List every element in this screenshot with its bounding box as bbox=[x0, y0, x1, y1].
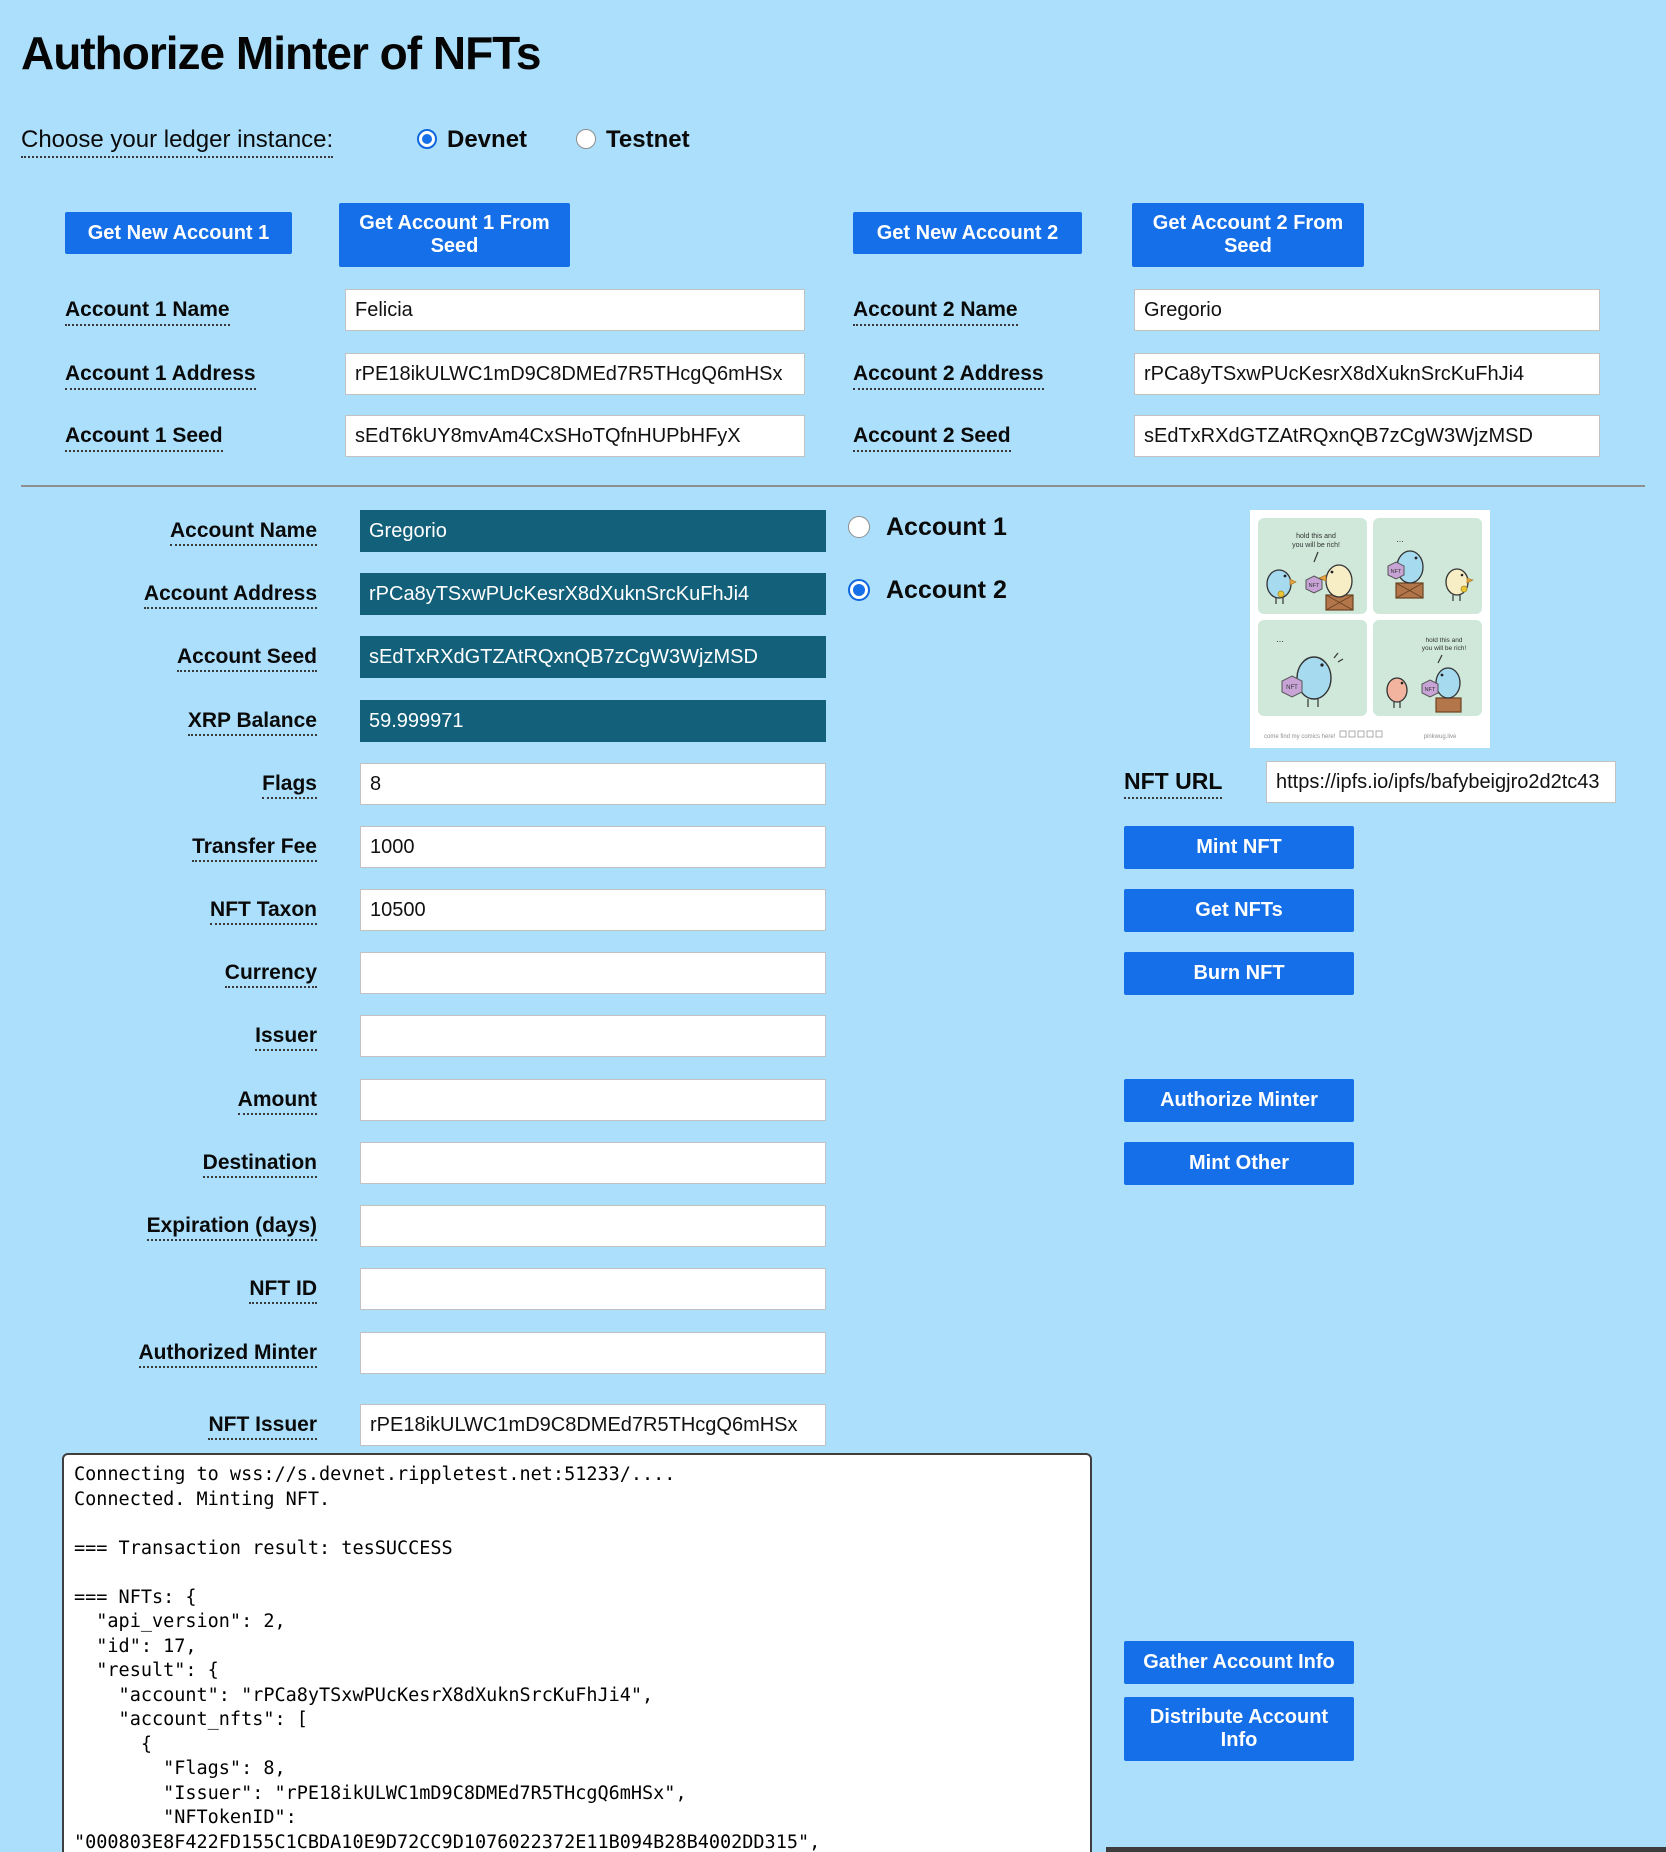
nft-url-input[interactable] bbox=[1266, 761, 1616, 803]
currency-label: Currency bbox=[225, 961, 317, 988]
form-row-account-address bbox=[0, 573, 830, 615]
comic-nft-label-4: NFT bbox=[1424, 687, 1436, 693]
bottom-cutoff-element bbox=[1106, 1847, 1666, 1852]
nft-id-label: NFT ID bbox=[249, 1277, 317, 1304]
issuer-field[interactable] bbox=[360, 1015, 826, 1057]
nft-id-field[interactable] bbox=[360, 1268, 826, 1310]
nft-taxon-label: NFT Taxon bbox=[210, 898, 317, 925]
comic-speech2-line2: you will be rich! bbox=[1421, 645, 1467, 652]
form-row-nft-id bbox=[0, 1268, 830, 1310]
flags-label: Flags bbox=[262, 772, 317, 799]
account-2-address-input[interactable] bbox=[1134, 353, 1600, 395]
authorized-minter-field[interactable] bbox=[360, 1332, 826, 1374]
flags-field[interactable] bbox=[360, 763, 826, 805]
testnet-radio-label[interactable]: Testnet bbox=[606, 126, 690, 153]
account-2-radio[interactable] bbox=[848, 579, 870, 601]
amount-field[interactable] bbox=[360, 1079, 826, 1121]
mint-nft-button[interactable]: Mint NFT bbox=[1124, 826, 1354, 869]
account-2-address-label: Account 2 Address bbox=[853, 362, 1044, 390]
form-row-flags bbox=[0, 763, 830, 805]
account-seed-field[interactable] bbox=[360, 636, 826, 678]
form-row-authorized-minter bbox=[0, 1332, 830, 1374]
nft-url-label: NFT URL bbox=[1124, 768, 1222, 799]
mint-other-button[interactable]: Mint Other bbox=[1124, 1142, 1354, 1185]
account-1-name-input[interactable] bbox=[345, 289, 805, 331]
account-2-name-label: Account 2 Name bbox=[853, 298, 1018, 326]
account-1-name-label: Account 1 Name bbox=[65, 298, 230, 326]
devnet-radio[interactable] bbox=[417, 129, 437, 149]
issuer-label: Issuer bbox=[255, 1024, 317, 1051]
account-1-address-input[interactable] bbox=[345, 353, 805, 395]
comic-nft-label-2: NFT bbox=[1390, 569, 1402, 575]
account-2-seed-input[interactable] bbox=[1134, 415, 1600, 457]
form-row-account-name bbox=[0, 510, 830, 552]
account-1-radio-label[interactable]: Account 1 bbox=[886, 513, 1007, 541]
account-2-seed-label: Account 2 Seed bbox=[853, 424, 1011, 452]
form-row-expiration bbox=[0, 1205, 830, 1247]
get-nfts-button[interactable]: Get NFTs bbox=[1124, 889, 1354, 932]
form-row-amount bbox=[0, 1079, 830, 1121]
get-account-2-from-seed-button[interactable]: Get Account 2 From Seed bbox=[1132, 203, 1364, 267]
get-new-account-1-button[interactable]: Get New Account 1 bbox=[65, 212, 292, 254]
page-title: Authorize Minter of NFTs bbox=[21, 27, 541, 79]
get-new-account-2-button[interactable]: Get New Account 2 bbox=[853, 212, 1082, 254]
account-1-radio[interactable] bbox=[848, 516, 870, 538]
account-seed-label: Account Seed bbox=[177, 645, 317, 672]
comic-dots-2: ... bbox=[1276, 634, 1284, 644]
destination-label: Destination bbox=[203, 1151, 317, 1178]
nft-taxon-field[interactable] bbox=[360, 889, 826, 931]
form-row-nft-taxon bbox=[0, 889, 830, 931]
comic-speech2-line1: hold this and bbox=[1425, 637, 1463, 644]
destination-field[interactable] bbox=[360, 1142, 826, 1184]
form-row-nft-issuer bbox=[0, 1404, 830, 1446]
account-address-label: Account Address bbox=[144, 582, 317, 609]
account-1-seed-input[interactable] bbox=[345, 415, 805, 457]
authorized-minter-label: Authorized Minter bbox=[139, 1341, 318, 1368]
get-account-1-from-seed-button[interactable]: Get Account 1 From Seed bbox=[339, 203, 570, 267]
form-row-destination bbox=[0, 1142, 830, 1184]
xrp-balance-field[interactable] bbox=[360, 700, 826, 742]
amount-label: Amount bbox=[238, 1088, 317, 1115]
nft-issuer-label: NFT Issuer bbox=[208, 1413, 317, 1440]
comic-nft-label-1: NFT bbox=[1308, 583, 1320, 589]
currency-field[interactable] bbox=[360, 952, 826, 994]
account-name-field[interactable] bbox=[360, 510, 826, 552]
form-row-currency bbox=[0, 952, 830, 994]
xrp-balance-label: XRP Balance bbox=[188, 709, 317, 736]
section-divider bbox=[21, 485, 1645, 487]
form-row-xrp-balance bbox=[0, 700, 830, 742]
account-2-radio-label[interactable]: Account 2 bbox=[886, 576, 1007, 604]
comic-speech-line2: you will be rich! bbox=[1292, 542, 1340, 549]
account-1-address-label: Account 1 Address bbox=[65, 362, 256, 390]
distribute-account-info-button[interactable]: Distribute Account Info bbox=[1124, 1697, 1354, 1761]
ledger-instance-label: Choose your ledger instance: bbox=[21, 126, 333, 158]
comic-nft-label-3: NFT bbox=[1286, 685, 1298, 691]
nft-issuer-field[interactable] bbox=[360, 1404, 826, 1446]
account-name-label: Account Name bbox=[170, 519, 317, 546]
comic-caption-left: come find my comics here! bbox=[1264, 734, 1336, 740]
authorize-minter-button[interactable]: Authorize Minter bbox=[1124, 1079, 1354, 1122]
comic-dots-1: ... bbox=[1396, 534, 1404, 544]
account-address-field[interactable] bbox=[360, 573, 826, 615]
results-log[interactable] bbox=[62, 1453, 1092, 1852]
expiration-field[interactable] bbox=[360, 1205, 826, 1247]
expiration-label: Expiration (days) bbox=[147, 1214, 317, 1241]
transfer-fee-label: Transfer Fee bbox=[192, 835, 317, 862]
devnet-radio-label[interactable]: Devnet bbox=[447, 126, 528, 153]
nft-comic-image bbox=[1250, 510, 1490, 748]
gather-account-info-button[interactable]: Gather Account Info bbox=[1124, 1641, 1354, 1684]
form-row-account-seed bbox=[0, 636, 830, 678]
account-1-seed-label: Account 1 Seed bbox=[65, 424, 223, 452]
comic-caption-right: pinkwug.live bbox=[1423, 734, 1457, 740]
testnet-radio[interactable] bbox=[576, 129, 596, 149]
comic-speech-line1: hold this and bbox=[1296, 533, 1336, 540]
account-2-name-input[interactable] bbox=[1134, 289, 1600, 331]
form-row-transfer-fee bbox=[0, 826, 830, 868]
transfer-fee-field[interactable] bbox=[360, 826, 826, 868]
burn-nft-button[interactable]: Burn NFT bbox=[1124, 952, 1354, 995]
form-row-issuer bbox=[0, 1015, 830, 1057]
